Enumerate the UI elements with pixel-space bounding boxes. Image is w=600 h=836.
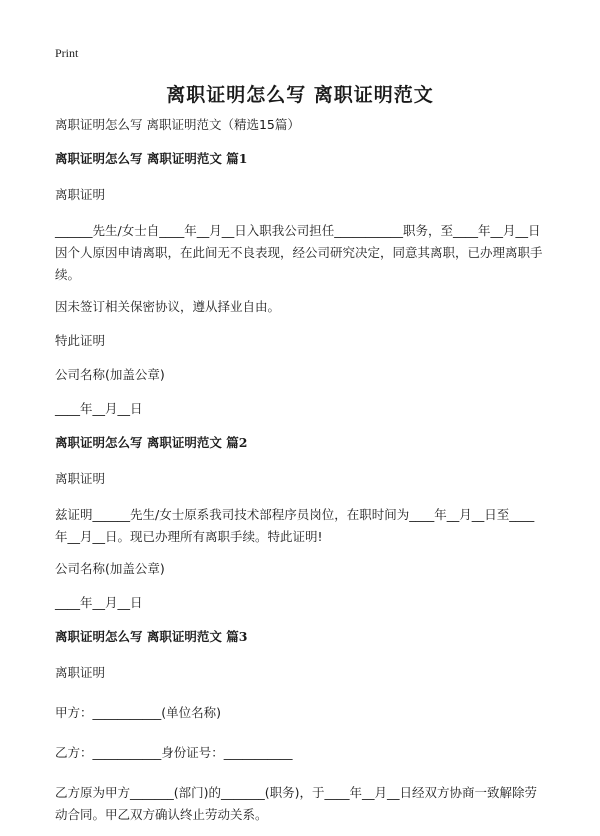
date-line: ____年__月__日 [55, 401, 143, 416]
cert-paragraph: ______先生/女士自____年__月__日入职我公司担任___________职务，至____年__月__日因个人原因申请离职，在此间无不良表现，经公司研究决定，同意其离职，已办理离职手续。 [55, 223, 543, 282]
section-heading: 离职证明怎么写 离职证明范文 篇2 [55, 435, 248, 450]
print-link[interactable]: Print [55, 46, 79, 60]
cert-paragraph: 兹证明______先生/女士原系我司技术部程序员岗位，在职时间为____年__月__日至____年__月__日。现已办理所有离职手续。特此证明! [55, 507, 535, 544]
document-subtitle: 离职证明怎么写 离职证明范文（精选15篇） [55, 117, 300, 132]
party-a-line: 甲方：___________(单位名称) [55, 705, 222, 720]
document-body [55, 114, 545, 836]
company-seal-line: 公司名称(加盖公章) [55, 367, 165, 382]
party-b-line: 乙方：___________身份证号：___________ [55, 745, 293, 760]
cert-paragraph: 特此证明 [55, 333, 106, 348]
cert-paragraph: 因未签订相关保密协议，遵从择业自由。 [55, 299, 281, 314]
date-line: ____年__月__日 [55, 595, 143, 610]
section-heading: 离职证明怎么写 离职证明范文 篇3 [55, 629, 248, 644]
section-heading: 离职证明怎么写 离职证明范文 篇1 [55, 151, 248, 166]
cert-title: 离职证明 [55, 665, 106, 680]
company-seal-line: 公司名称(加盖公章) [55, 561, 165, 576]
cert-paragraph: 乙方原为甲方_______(部门)的_______(职务)，于____年__月__日经双方协商一致解除劳动合同。甲乙双方确认终止劳动关系。 [55, 785, 538, 822]
page-title: 离职证明怎么写 离职证明范文 [166, 84, 434, 106]
cert-title: 离职证明 [55, 471, 106, 486]
cert-title: 离职证明 [55, 187, 106, 202]
